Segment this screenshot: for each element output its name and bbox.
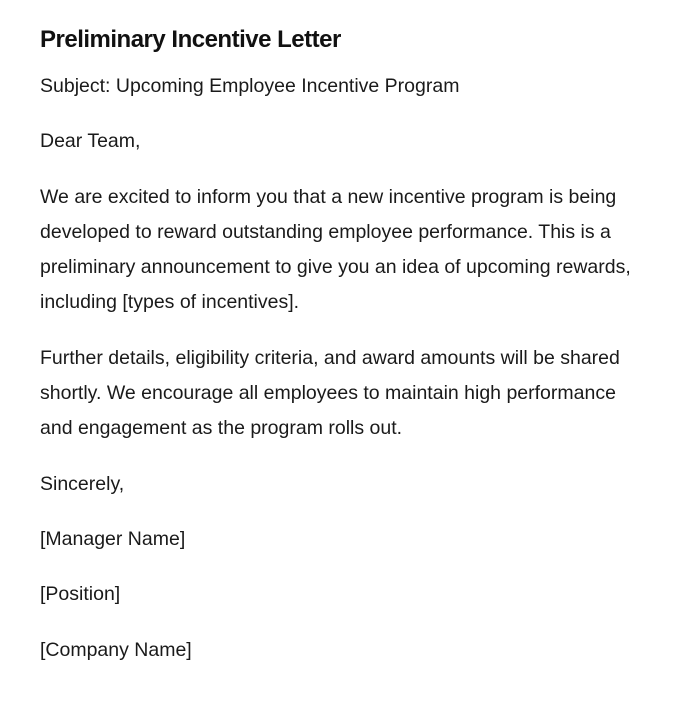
letter-subject: Subject: Upcoming Employee Incentive Program: [40, 75, 460, 97]
letter-body-paragraph: We are excited to inform you that a new incentive program is being developed to reward outstanding employee performance. This is a preliminary announcement to give you an idea of upcoming rewards, including [types of incentives].: [40, 185, 631, 314]
letter-title: Preliminary Incentive Letter: [40, 26, 341, 53]
signature-name: [Manager Name]: [40, 527, 186, 550]
letter-greeting: Dear Team,: [40, 130, 141, 153]
letter-closing: Sincerely,: [40, 472, 125, 495]
signature-company: [Company Name]: [40, 638, 192, 661]
signature-position: [Position]: [40, 583, 121, 606]
letter: [40, 22, 640, 668]
letter-body-paragraph: Further details, eligibility criteria, and award amounts will be shared shortly. We encourage all employees to maintain high performance and engagement as the program rolls out.: [40, 346, 620, 440]
